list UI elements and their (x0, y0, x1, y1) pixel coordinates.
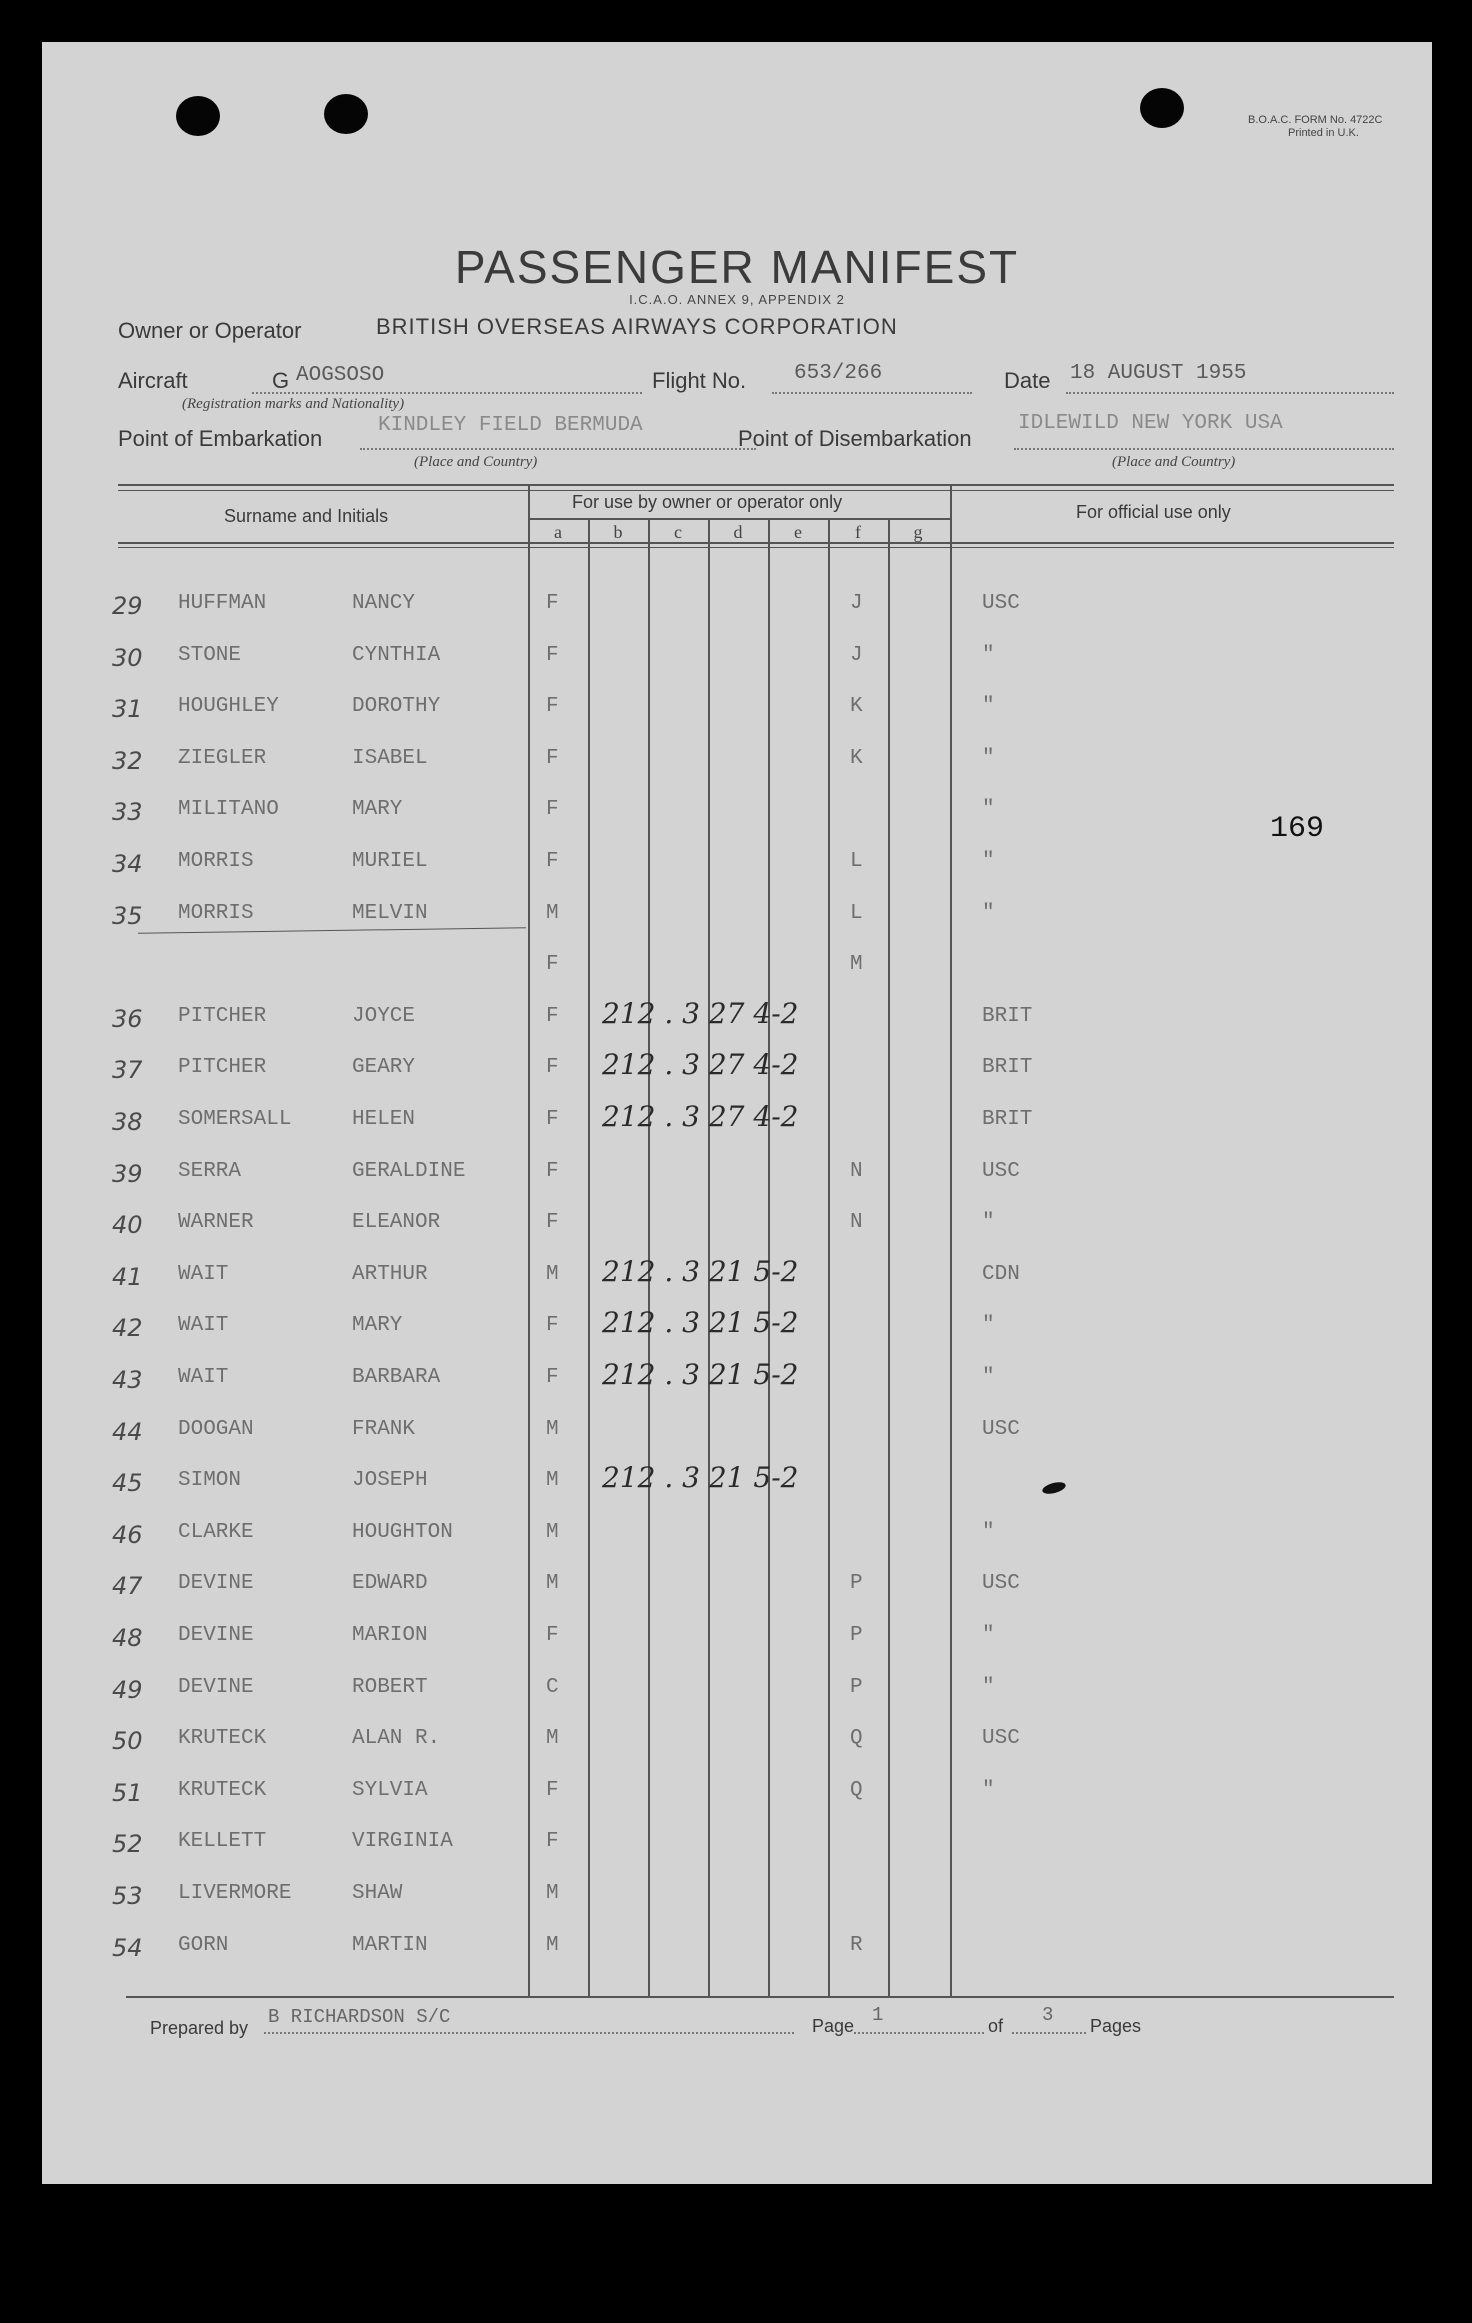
surname-cell: KRUTECK (178, 1727, 267, 1751)
first-name-cell: MARY (352, 1314, 403, 1338)
embarkation-dots (360, 448, 756, 450)
table-row (42, 695, 1432, 731)
table-row (42, 850, 1432, 886)
column-f-cell: J (850, 592, 863, 615)
of-value: 3 (1042, 2004, 1054, 2026)
table-row (42, 1358, 1432, 1402)
table-row (42, 1521, 1432, 1557)
surname-cell: WAIT (178, 1366, 229, 1389)
column-a-cell: F (546, 1366, 559, 1389)
column-a-cell: F (546, 592, 559, 615)
row-number: 43 (112, 1366, 143, 1394)
page-stamp: 169 (1270, 812, 1325, 846)
embarkation-note: (Place and Country) (414, 454, 538, 470)
disembarkation-value: IDLEWILD NEW YORK USA (1018, 412, 1283, 435)
surname-cell: WAIT (178, 1262, 229, 1286)
surname-cell: KRUTECK (178, 1778, 267, 1802)
disembarkation-label: Point of Disembarkation (738, 426, 972, 451)
row-number: 35 (112, 901, 143, 930)
page-label: Page (812, 2016, 855, 2036)
page-subtitle: I.C.A.O. ANNEX 9, APPENDIX 2 (629, 292, 845, 307)
surname-cell: DEVINE (178, 1572, 254, 1596)
table-row (42, 1830, 1432, 1866)
handwritten-code: 212 . 3 21 5-2 (602, 1461, 799, 1495)
first-name-cell: ELEANOR (352, 1211, 441, 1235)
column-f-cell: N (850, 1211, 863, 1235)
row-number: 51 (112, 1778, 143, 1807)
column-f-cell: L (850, 850, 863, 873)
row-number: 29 (112, 592, 143, 620)
official-cell: CDN (982, 1262, 1020, 1286)
table-row (42, 1934, 1432, 1970)
first-name-cell: HELEN (352, 1108, 416, 1131)
column-a-cell: F (546, 1056, 559, 1080)
surname-cell: MORRIS (178, 901, 254, 925)
row-number: 45 (112, 1469, 143, 1498)
column-f-cell: P (850, 1675, 863, 1699)
table-row (42, 1779, 1432, 1815)
column-a-cell: M (546, 901, 559, 925)
table-bottom-rule (126, 1996, 1394, 1998)
column-f-cell: P (850, 1572, 863, 1596)
flight-dots (772, 392, 972, 394)
first-name-cell: MURIEL (352, 850, 428, 873)
aircraft-prefix: G (272, 368, 290, 393)
column-a-cell: F (546, 746, 559, 770)
first-name-cell: CYNTHIA (352, 643, 441, 667)
official-cell: USC (982, 1417, 1020, 1441)
surname-cell: SOMERSALL (178, 1108, 292, 1131)
owner-label: Owner or Operator (118, 318, 302, 343)
surname-cell: PITCHER (178, 1056, 267, 1080)
page-dots (854, 2032, 984, 2034)
row-number: 34 (112, 850, 143, 878)
column-a-cell: F (546, 695, 559, 719)
row-number: 37 (112, 1056, 143, 1085)
first-name-cell: VIRGINIA (352, 1830, 453, 1854)
column-f-cell: K (850, 746, 863, 770)
column-f-cell: Q (850, 1727, 863, 1751)
surname-cell: SIMON (178, 1469, 242, 1493)
official-cell: " (982, 1366, 995, 1389)
surname-cell: GORN (178, 1933, 229, 1957)
column-a-cell: F (546, 1159, 559, 1183)
col-b: b (613, 522, 623, 542)
of-dots (1012, 2032, 1086, 2034)
date-label: Date (1004, 368, 1051, 393)
column-a-cell: M (546, 1933, 559, 1957)
first-name-cell: SHAW (352, 1882, 403, 1905)
table-row (42, 1624, 1432, 1660)
column-f-cell: K (850, 695, 863, 719)
column-a-cell: F (546, 953, 559, 977)
official-cell: " (982, 1520, 995, 1544)
row-number: 53 (112, 1882, 143, 1910)
official-column-header: For official use only (1076, 502, 1231, 522)
official-cell: USC (982, 1727, 1020, 1751)
column-f-cell: Q (850, 1778, 863, 1802)
first-name-cell: BARBARA (352, 1366, 441, 1389)
official-cell: " (982, 1675, 995, 1699)
column-a-cell: M (546, 1417, 559, 1441)
surname-cell: KELLETT (178, 1830, 267, 1854)
column-a-cell: F (546, 1830, 559, 1854)
surname-cell: WARNER (178, 1211, 254, 1235)
row-number: 41 (112, 1262, 143, 1291)
owner-value: BRITISH OVERSEAS AIRWAYS CORPORATION (376, 314, 898, 339)
table-row (42, 1676, 1432, 1712)
first-name-cell: EDWARD (352, 1572, 428, 1596)
page-value: 1 (872, 2004, 884, 2026)
column-f-cell: P (850, 1624, 863, 1647)
of-label: of (988, 2016, 1004, 2036)
col-divider-b (588, 520, 590, 1996)
column-a-cell: F (546, 1314, 559, 1338)
table-row (42, 1160, 1432, 1196)
table-top-rule-2 (118, 490, 1394, 491)
official-cell: BRIT (982, 1108, 1033, 1131)
row-number: 50 (112, 1727, 143, 1756)
official-cell: BRIT (982, 1056, 1033, 1080)
table-row (42, 953, 1432, 989)
date-value: 18 AUGUST 1955 (1070, 362, 1247, 385)
handwritten-code: 212 . 3 21 5-2 (602, 1306, 799, 1340)
table-row (42, 1254, 1432, 1299)
column-a-cell: M (546, 1469, 559, 1493)
page-title: PASSENGER MANIFEST (454, 241, 1020, 293)
official-cell: USC (982, 1572, 1020, 1596)
embarkation-label: Point of Embarkation (118, 426, 323, 451)
first-name-cell: ISABEL (352, 746, 428, 770)
row-number: 30 (112, 643, 143, 672)
surname-cell: SERRA (178, 1159, 242, 1183)
row-number: 54 (112, 1933, 143, 1962)
first-name-cell: DOROTHY (352, 695, 441, 719)
table-top-rule (118, 484, 1394, 486)
registration-note: (Registration marks and Nationality) (182, 396, 405, 412)
col-divider-g (888, 520, 890, 1996)
surname-cell: MILITANO (178, 798, 279, 822)
table-row (42, 592, 1432, 628)
first-name-cell: MARION (352, 1624, 428, 1647)
handwritten-code: 212 . 3 27 4-2 (602, 996, 799, 1030)
aircraft-label: Aircraft (118, 368, 188, 393)
col-d: d (733, 522, 743, 542)
column-f-cell: L (850, 901, 863, 925)
row-number: 46 (112, 1520, 143, 1549)
disembarkation-dots (1014, 448, 1394, 450)
column-a-cell: M (546, 1520, 559, 1544)
table-row (42, 747, 1432, 783)
col-f: f (855, 522, 861, 542)
column-a-cell: F (546, 1211, 559, 1235)
table-row (42, 1418, 1432, 1454)
row-number: 44 (112, 1417, 143, 1446)
form-number: B.O.A.C. FORM No. 4722C Printed in U.K. (1248, 114, 1383, 139)
table-row (42, 996, 1432, 1041)
col-a: a (554, 522, 562, 542)
col-c: c (674, 522, 682, 542)
table-row (42, 644, 1432, 680)
row-number: 36 (112, 1004, 143, 1033)
row-number: 49 (112, 1675, 143, 1704)
handwritten-code: 212 . 3 21 5-2 (602, 1254, 799, 1288)
row-number: 47 (112, 1572, 143, 1601)
disembarkation-note: (Place and Country) (1112, 454, 1236, 470)
prepared-value: B RICHARDSON S/C (268, 2006, 451, 2028)
row-number: 42 (112, 1314, 143, 1343)
surname-cell: DEVINE (178, 1675, 254, 1699)
punch-hole-left (176, 96, 220, 136)
official-cell: " (982, 1314, 995, 1338)
column-a-cell: F (546, 1624, 559, 1647)
row-number: 31 (112, 695, 143, 724)
official-cell: USC (982, 1159, 1020, 1183)
col-e: e (794, 522, 802, 542)
first-name-cell: FRANK (352, 1417, 416, 1441)
row-number: 48 (112, 1624, 143, 1652)
operator-column-header: For use by owner or operator only (572, 492, 843, 512)
surname-cell: CLARKE (178, 1520, 254, 1544)
official-cell: " (982, 746, 995, 770)
row-number: 39 (112, 1159, 143, 1188)
official-cell: " (982, 695, 995, 719)
surname-cell: WAIT (178, 1314, 229, 1338)
column-a-cell: M (546, 1262, 559, 1286)
column-a-cell: F (546, 1778, 559, 1802)
first-name-cell: HOUGHTON (352, 1520, 453, 1544)
row-number: 32 (112, 746, 143, 775)
column-a-cell: F (546, 1004, 559, 1028)
punch-hole-right (1140, 88, 1184, 128)
table-row (42, 1461, 1432, 1505)
flight-value: 653/266 (794, 362, 883, 385)
handwritten-code: 212 . 3 27 4-2 (602, 1100, 799, 1133)
flight-label: Flight No. (652, 368, 747, 393)
official-cell: " (982, 901, 995, 925)
official-cell: " (982, 1211, 995, 1235)
punch-hole-center (324, 94, 368, 134)
pages-label: Pages (1090, 2016, 1142, 2036)
surname-cell: STONE (178, 643, 242, 667)
prepared-label: Prepared by (150, 2018, 249, 2038)
surname-cell: LIVERMORE (178, 1882, 292, 1905)
row-number: 52 (112, 1830, 143, 1859)
date-dots (1066, 392, 1394, 394)
first-name-cell: JOYCE (352, 1004, 416, 1028)
official-cell: BRIT (982, 1004, 1033, 1028)
table-row (42, 1100, 1432, 1144)
column-a-cell: M (546, 1882, 559, 1905)
surname-cell: HOUGHLEY (178, 695, 279, 719)
col-g: g (913, 522, 923, 542)
official-cell: " (982, 1624, 995, 1647)
surname-cell: DEVINE (178, 1624, 254, 1647)
first-name-cell: MELVIN (352, 901, 428, 925)
first-name-cell: GERALDINE (352, 1159, 466, 1183)
column-a-cell: F (546, 798, 559, 822)
table-row (42, 1727, 1432, 1763)
surname-cell: MORRIS (178, 850, 254, 873)
official-cell: USC (982, 592, 1020, 615)
column-f-cell: R (850, 1933, 863, 1957)
manifest-sheet (42, 42, 1432, 2184)
handwritten-code: 212 . 3 27 4-2 (602, 1048, 799, 1082)
handwritten-code: 212 . 3 21 5-2 (602, 1358, 799, 1391)
table-row (42, 1048, 1432, 1092)
row-number: 40 (112, 1211, 143, 1240)
column-a-cell: F (546, 850, 559, 873)
column-a-cell: C (546, 1675, 559, 1699)
official-cell: " (982, 850, 995, 873)
official-cell: " (982, 1778, 995, 1802)
surname-cell: ZIEGLER (178, 746, 267, 770)
column-f-cell: J (850, 643, 863, 667)
table-header-rule-2 (118, 547, 1394, 548)
column-a-cell: M (546, 1727, 559, 1751)
first-name-cell: GEARY (352, 1056, 416, 1080)
aircraft-dots (252, 392, 642, 394)
first-name-cell: MARTIN (352, 1933, 428, 1957)
embarkation-value: KINDLEY FIELD BERMUDA (378, 414, 643, 437)
table-row (42, 1882, 1432, 1918)
official-cell: " (982, 643, 995, 667)
surname-cell: PITCHER (178, 1004, 267, 1028)
first-name-cell: JOSEPH (352, 1469, 428, 1493)
table-row (42, 798, 1432, 834)
first-name-cell: ARTHUR (352, 1262, 428, 1286)
row-number: 38 (112, 1108, 143, 1136)
surname-column-header: Surname and Initials (224, 506, 389, 526)
column-a-cell: M (546, 1572, 559, 1596)
column-f-cell: M (850, 953, 863, 977)
aircraft-value: AOGSOSO (296, 364, 385, 387)
table-row (42, 902, 1432, 938)
prepared-dots (264, 2032, 794, 2034)
surname-cell: DOOGAN (178, 1417, 254, 1441)
table-row (42, 1572, 1432, 1608)
first-name-cell: MARY (352, 798, 403, 822)
surname-cell: HUFFMAN (178, 592, 267, 615)
first-name-cell: ROBERT (352, 1675, 428, 1699)
first-name-cell: SYLVIA (352, 1778, 428, 1802)
table-row (42, 1211, 1432, 1247)
column-a-cell: F (546, 643, 559, 667)
official-cell: " (982, 798, 995, 822)
col-divider-f (828, 520, 830, 1996)
table-row (42, 1306, 1432, 1350)
column-a-cell: F (546, 1108, 559, 1131)
row-number: 33 (112, 798, 143, 827)
column-f-cell: N (850, 1159, 863, 1183)
first-name-cell: NANCY (352, 592, 416, 615)
first-name-cell: ALAN R. (352, 1727, 441, 1751)
